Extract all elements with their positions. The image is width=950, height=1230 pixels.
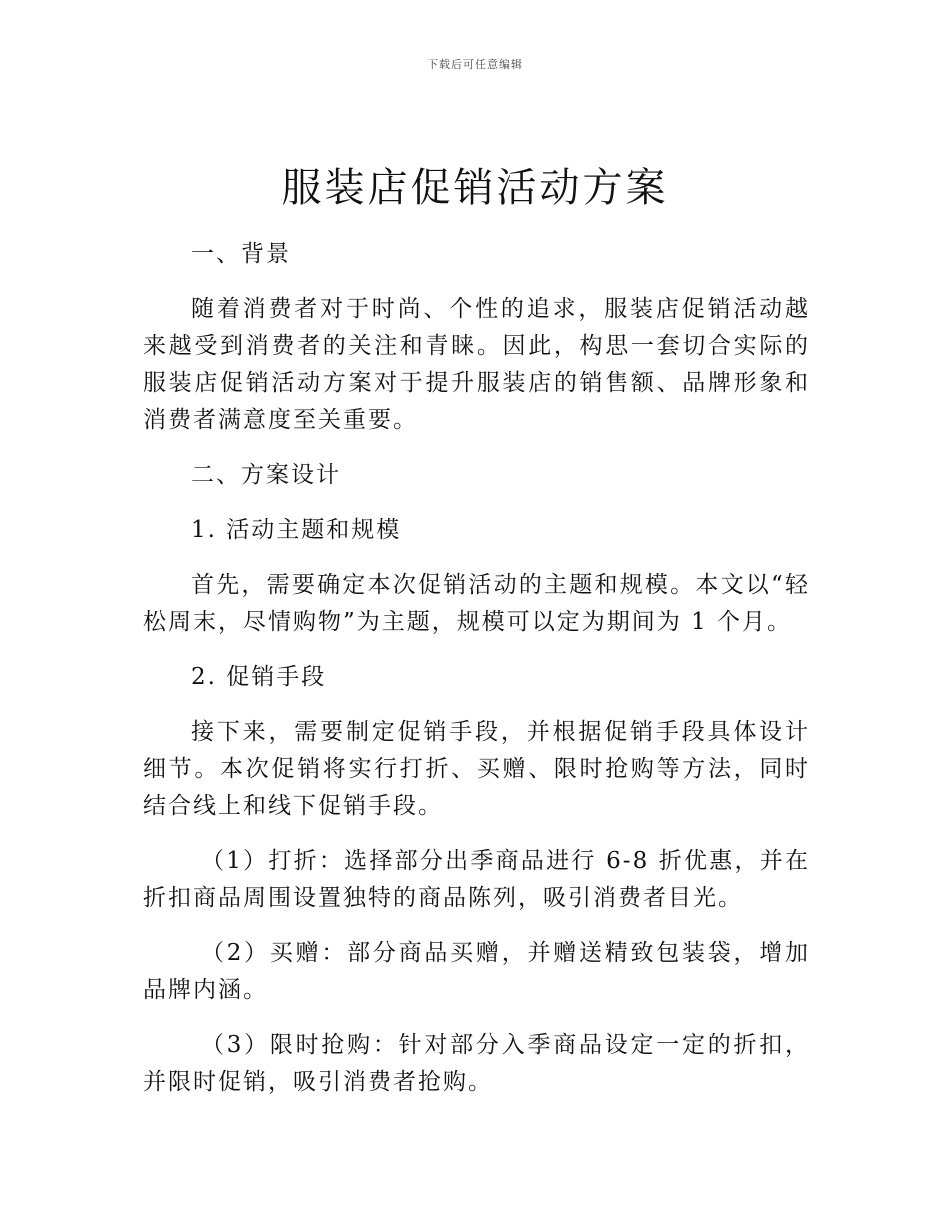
document-title: 服装店促销活动方案 bbox=[281, 165, 669, 211]
subheading-promotion-means: 2. 促销手段 bbox=[191, 664, 327, 690]
list-item-buy-gift: （2）买赠：部分商品买赠，并赠送精致包装袋，增加品牌内涵。 bbox=[143, 940, 810, 1003]
section-heading-plan-design: 二、方案设计 bbox=[191, 462, 341, 488]
page-header-note: 下载后可任意编辑 bbox=[427, 58, 523, 71]
background-paragraph: 随着消费者对于时尚、个性的追求，服装店促销活动越来越受到消费者的关注和青睐。因此，构思一套切合实际的服装店促销活动方案对于提升服装店的销售额、品牌形象和消费者满意度至关重要。 bbox=[143, 296, 810, 433]
list-item-flash-sale: （3）限时抢购：针对部分入季商品设定一定的折扣，并限时促销，吸引消费者抢购。 bbox=[143, 1032, 810, 1095]
list-item-discount: （1）打折：选择部分出季商品进行 6-8 折优惠，并在折扣商品周围设置独特的商品陈列，吸引消费者目光。 bbox=[143, 848, 810, 911]
section-heading-background: 一、背景 bbox=[191, 241, 291, 267]
document-body bbox=[143, 236, 810, 1119]
theme-scale-paragraph: 首先，需要确定本次促销活动的主题和规模。本文以“轻松周末，尽情购物”为主题，规模可以定为期间为 1 个月。 bbox=[143, 572, 810, 635]
promotion-means-paragraph: 接下来，需要制定促销手段，并根据促销手段具体设计细节。本次促销将实行打折、买赠、限时抢购等方法，同时结合线上和线下促销手段。 bbox=[143, 719, 810, 819]
subheading-theme-scale: 1. 活动主题和规模 bbox=[191, 517, 402, 543]
